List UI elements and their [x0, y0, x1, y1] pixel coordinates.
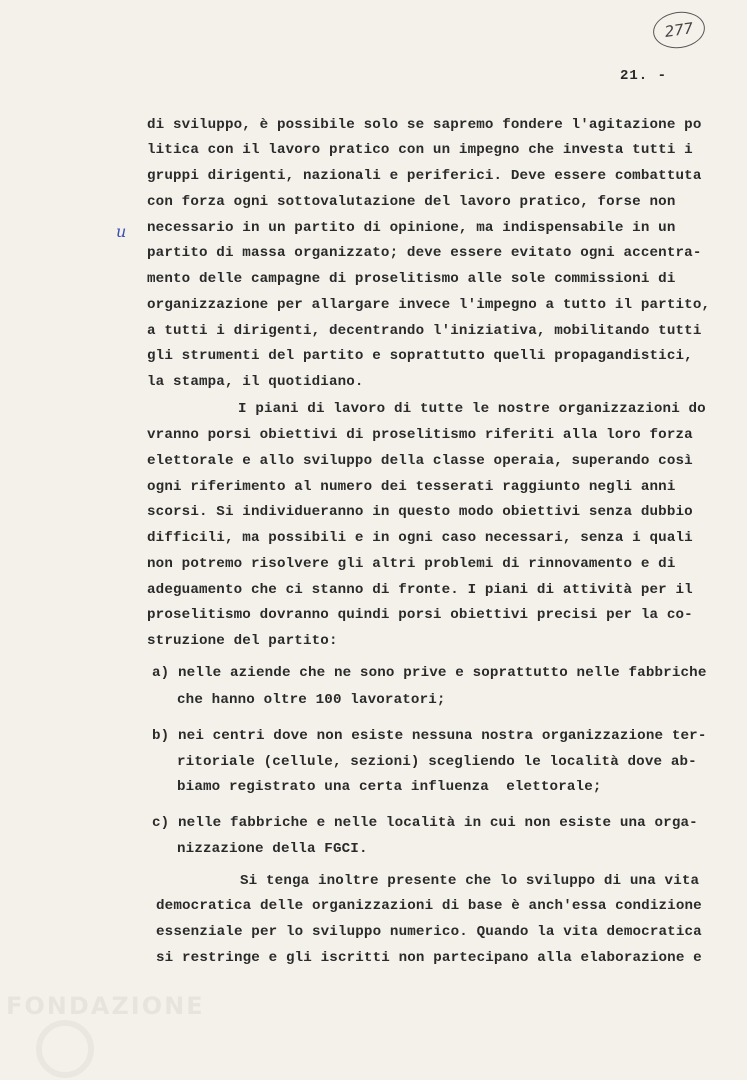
handwritten-margin-note: u	[116, 222, 127, 241]
text-line: struzione del partito:	[147, 633, 338, 649]
text-line: vranno porsi obiettivi di proselitismo riferiti alla loro forza	[147, 427, 693, 443]
text-line: adeguamento che ci stanno di fronte. I piani di attività per il	[147, 582, 693, 598]
list-item-b-continuation: ritoriale (cellule, sezioni) scegliendo le località dove ab-	[177, 754, 697, 770]
list-item-b-continuation: biamo registrato una certa influenza elettorale;	[177, 779, 602, 795]
text-line: mento delle campagne di proselitismo alle sole commissioni di	[147, 271, 676, 287]
archive-watermark: FONDAZIONE	[6, 992, 205, 1020]
text-line: partito di massa organizzato; deve essere evitato ogni accentra-	[147, 245, 702, 261]
text-line: si restringe e gli iscritti non partecipano alla elaborazione e	[156, 950, 702, 966]
text-line: con forza ogni sottovalutazione del lavoro pratico, forse non	[147, 194, 676, 210]
list-item-a: a) nelle aziende che ne sono prive e soprattutto nelle fabbriche	[152, 665, 707, 681]
text-line: proselitismo dovranno quindi porsi obiettivi precisi per la co-	[147, 607, 693, 623]
text-line: la stampa, il quotidiano.	[147, 374, 364, 390]
page-number: 21. -	[620, 68, 668, 84]
archive-number-stamp: 277	[651, 9, 708, 52]
text-line: gruppi dirigenti, nazionali e periferici. Deve essere combattuta	[147, 168, 702, 184]
text-line: litica con il lavoro pratico con un impegno che investa tutti i	[147, 142, 693, 158]
text-line: difficili, ma possibili e in ogni caso necessari, senza i quali	[147, 530, 693, 546]
text-line: organizzazione per allargare invece l'impegno a tutto il partito,	[147, 297, 711, 313]
text-line: Si tenga inoltre presente che lo sviluppo di una vita	[240, 873, 700, 889]
text-line: a tutti i dirigenti, decentrando l'iniziativa, mobilitando tutti	[147, 323, 702, 339]
text-line: scorsi. Si individueranno in questo modo obiettivi senza dubbio	[147, 504, 693, 520]
list-item-c-continuation: nizzazione della FGCI.	[177, 841, 368, 857]
text-line: elettorale e allo sviluppo della classe operaia, superando così	[147, 453, 693, 469]
text-line: non potremo risolvere gli altri problemi di rinnovamento e di	[147, 556, 676, 572]
text-line: democratica delle organizzazioni di base è anch'essa condizione	[156, 898, 702, 914]
text-line: necessario in un partito di opinione, ma indispensabile in un	[147, 220, 676, 236]
text-line: ogni riferimento al numero dei tesserati raggiunto negli anni	[147, 479, 676, 495]
text-line: gli strumenti del partito e soprattutto quelli propagandistici,	[147, 348, 693, 364]
text-line: essenziale per lo sviluppo numerico. Quando la vita democratica	[156, 924, 702, 940]
list-item-c: c) nelle fabbriche e nelle località in cui non esiste una orga-	[152, 815, 698, 831]
text-line: I piani di lavoro di tutte le nostre organizzazioni do	[238, 401, 706, 417]
text-line: di sviluppo, è possibile solo se sapremo fondere l'agitazione po	[147, 117, 702, 133]
list-item-b: b) nei centri dove non esiste nessuna nostra organizzazione ter-	[152, 728, 707, 744]
watermark-logo-icon	[36, 1020, 94, 1078]
list-item-a-continuation: che hanno oltre 100 lavoratori;	[177, 692, 446, 708]
